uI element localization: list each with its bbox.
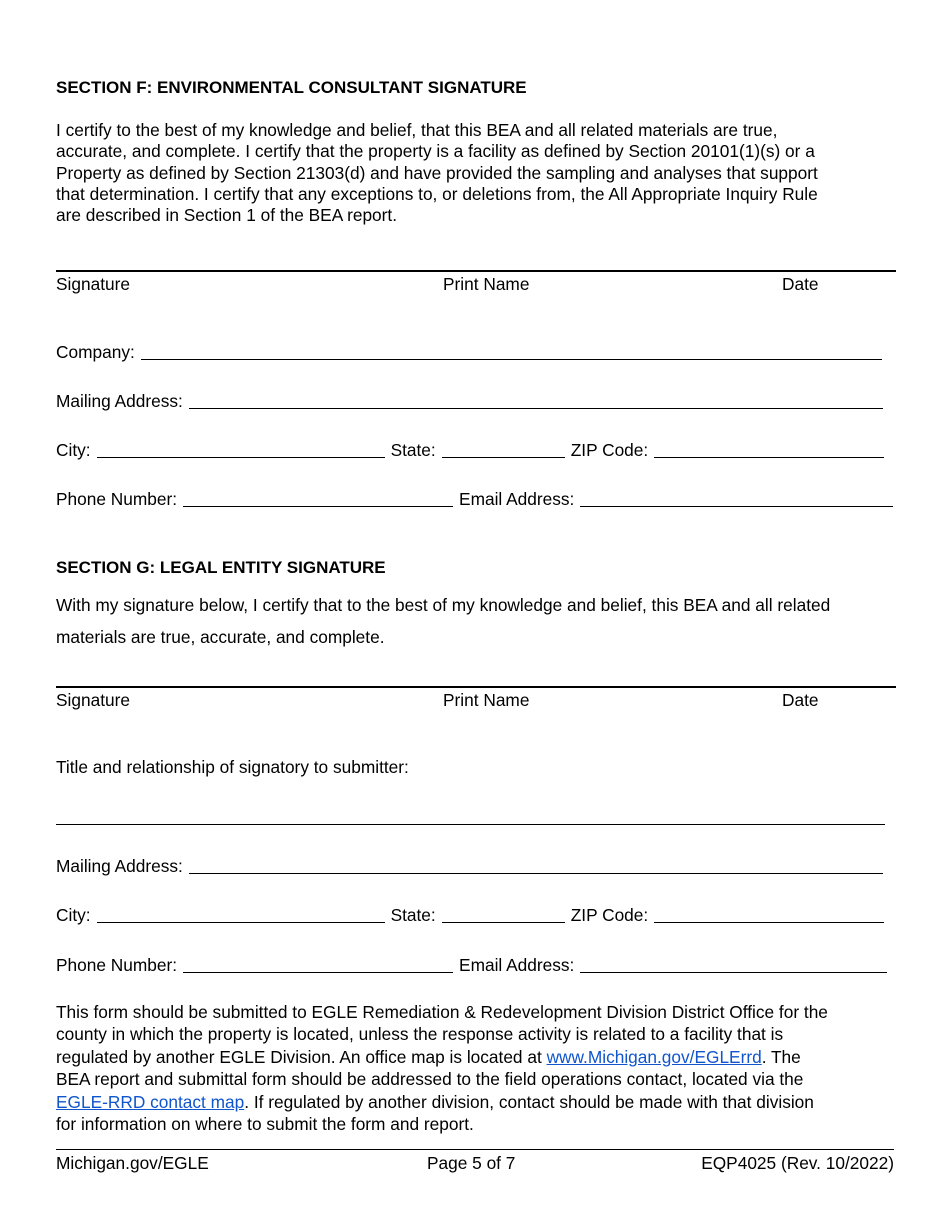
phone-email-row [56,955,887,976]
phone-label: Phone Number: [56,489,178,509]
certification-line: With my signature below, I certify that to the best of my knowledge and belief, this BEA and all related [56,595,831,615]
section-f-certification [56,120,896,226]
instruction-line: for information on where to submit the form and report. [56,1114,474,1135]
zip-label: ZIP Code: [570,905,649,925]
email-field[interactable] [580,972,887,973]
certification-line: materials are true, accurate, and complete. [56,627,385,647]
instruction-line [56,1091,896,1113]
email-label: Email Address: [459,489,575,509]
company-label: Company: [56,342,135,362]
date-label: Date [782,690,819,710]
zip-field[interactable] [654,457,884,458]
city-field[interactable] [97,457,385,458]
state-label: State: [390,905,436,925]
section-g-certification [56,589,896,653]
email-field[interactable] [580,506,893,507]
zip-field[interactable] [654,922,884,923]
city-state-zip-row [56,905,884,926]
phone-label: Phone Number: [56,955,178,975]
section-g-heading: SECTION G: LEGAL ENTITY SIGNATURE [56,558,386,577]
company-field[interactable] [141,359,882,360]
city-label: City: [56,440,91,460]
submission-instructions [56,1001,896,1135]
instruction-line [56,1046,896,1068]
state-field[interactable] [442,922,565,923]
certification-line: Property as defined by Section 21303(d) and have provided the sampling and analyses that support [56,162,818,183]
instruction-text: . If regulated by another division, contact should be made with that division [244,1091,814,1112]
date-label: Date [782,274,819,294]
certification-line: that determination. I certify that any exceptions to, or deletions from, the All Appropriate Inquiry Rule [56,183,818,204]
print-name-label: Print Name [443,690,530,710]
phone-email-row [56,489,893,510]
section-f-heading: SECTION F: ENVIRONMENTAL CONSULTANT SIGNATURE [56,78,527,97]
city-field[interactable] [97,922,385,923]
footer-page-number: Page 5 of 7 [427,1153,516,1173]
company-row [56,342,882,363]
footer-divider [56,1149,894,1150]
egle-rrd-website-link[interactable]: www.Michigan.gov/EGLErrd [546,1046,762,1067]
certification-line: I certify to the best of my knowledge and belief, that this BEA and all related materials are true, [56,120,778,140]
signature-line[interactable] [56,686,896,688]
city-label: City: [56,905,91,925]
mailing-address-row [56,856,883,877]
certification-line: are described in Section 1 of the BEA report. [56,205,398,226]
instruction-line: BEA report and submittal form should be addressed to the field operations contact, located via the [56,1069,804,1090]
title-relationship-label: Title and relationship of signatory to submitter: [56,757,409,777]
email-label: Email Address: [459,955,575,975]
instruction-line: This form should be submitted to EGLE Remediation & Redevelopment Division District Office for the [56,1002,828,1022]
phone-field[interactable] [183,506,453,507]
zip-label: ZIP Code: [570,440,649,460]
footer-website: Michigan.gov/EGLE [56,1153,209,1173]
mailing-address-field[interactable] [189,873,883,874]
mailing-address-field[interactable] [189,408,883,409]
footer-form-id: EQP4025 (Rev. 10/2022) [701,1153,894,1173]
mailing-address-label: Mailing Address: [56,856,183,876]
phone-field[interactable] [183,972,453,973]
certification-line: accurate, and complete. I certify that the property is a facility as defined by Section 20101(1)(s) or a [56,141,815,162]
instruction-text: regulated by another EGLE Division. An office map is located at [56,1046,547,1067]
mailing-address-row [56,391,883,412]
print-name-label: Print Name [443,274,530,294]
instruction-text: . The [761,1046,801,1067]
state-field[interactable] [442,457,565,458]
state-label: State: [390,440,436,460]
egle-rrd-contact-map-link[interactable]: EGLE-RRD contact map [56,1091,245,1112]
city-state-zip-row [56,440,884,461]
mailing-address-label: Mailing Address: [56,391,183,411]
signature-label: Signature [56,690,130,710]
instruction-line: county in which the property is located, unless the response activity is related to a facility that is [56,1024,784,1045]
title-relationship-field[interactable] [56,824,885,825]
signature-line[interactable] [56,270,896,272]
signature-label: Signature [56,274,130,294]
